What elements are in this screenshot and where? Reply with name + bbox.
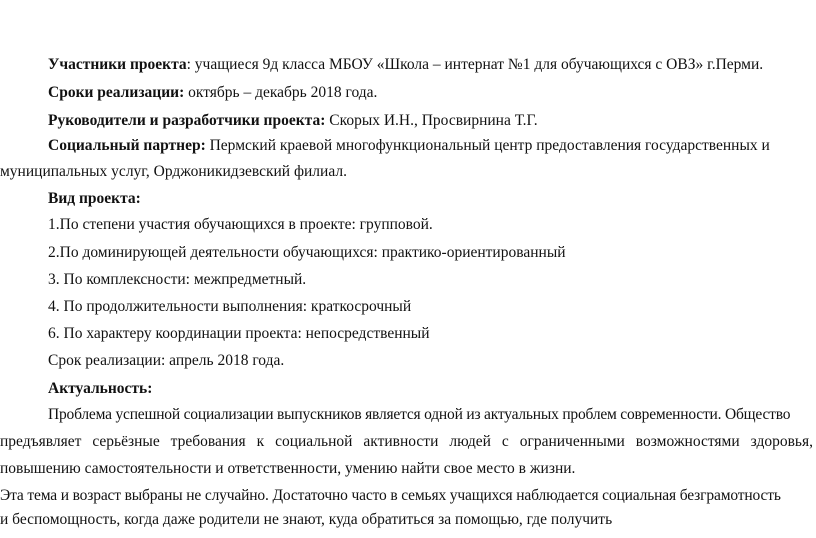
- participants-label: Участники проекта: [48, 56, 187, 73]
- relevance-p2-line1: Эта тема и возраст выбраны не случайно. Достаточно часто в семьях учащихся наблюдается социальная безграмотность: [0, 487, 781, 504]
- relevance-p1-line3: повышению самостоятельности и ответственности, умению найти свое место в жизни.: [0, 460, 576, 477]
- partner-line-2: [0, 162, 347, 182]
- project-type-item-3: 3. По комплексности: межпредметный.: [48, 271, 307, 288]
- relevance-p1-line2: предъявляет серьёзные требования к социальной активности людей с ограниченными возможностями здоровья,: [0, 433, 813, 450]
- relevance-heading: Актуальность:: [48, 380, 153, 397]
- partner-line-1: [48, 136, 770, 156]
- timeline-text: октябрь – декабрь 2018 года.: [184, 84, 378, 101]
- relevance-p2-line2: и беспомощность, когда даже родители не знают, куда обратиться за помощью, где получить: [0, 511, 613, 528]
- project-type-item-5: 6. По характеру координации проекта: непосредственный: [48, 325, 430, 342]
- participants-text: : учащиеся 9д класса МБОУ «Школа – интернат №1 для обучающихся с ОВЗ» г.Перми.: [186, 56, 764, 73]
- leaders-line: [48, 111, 538, 131]
- partner-text-2: муниципальных услуг, Орджоникидзевский филиал.: [0, 163, 347, 180]
- participants-line: [48, 55, 763, 75]
- partner-label: Социальный партнер:: [48, 137, 206, 154]
- project-type-item-4: 4. По продолжительности выполнения: краткосрочный: [48, 298, 412, 315]
- project-term: Срок реализации: апрель 2018 года.: [48, 352, 285, 369]
- project-type-heading: Вид проекта:: [48, 190, 141, 207]
- project-type-item-2: 2.По доминирующей деятельности обучающихся: практико-ориентированный: [48, 244, 566, 261]
- timeline-line: [48, 83, 377, 103]
- leaders-label: Руководители и разработчики проекта:: [48, 112, 326, 129]
- timeline-label: Сроки реализации:: [48, 84, 185, 101]
- partner-text-1: Пермский краевой многофункциональный центр предоставления государственных и: [205, 137, 770, 154]
- leaders-text: Скорых И.Н., Просвирнина Т.Г.: [325, 112, 538, 129]
- project-type-item-1: 1.По степени участия обучающихся в проекте: групповой.: [48, 216, 433, 233]
- relevance-p1-line1: Проблема успешной социализации выпускников является одной из актуальных проблем современности. Общество: [48, 406, 791, 423]
